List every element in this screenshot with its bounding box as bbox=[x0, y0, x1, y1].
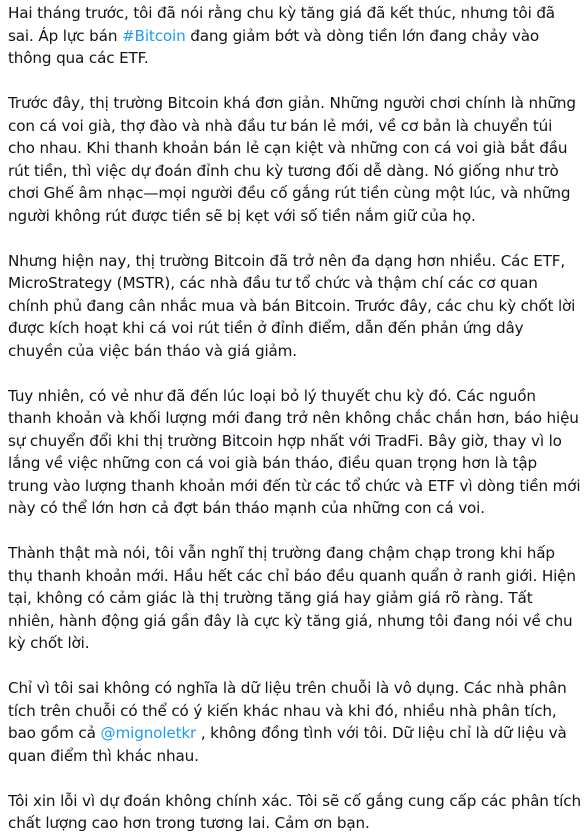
post-paragraph bbox=[8, 542, 582, 655]
paragraph-text: , không đồng tình với tôi. Dữ liệu chỉ là dữ liệu và quan điểm thì khác nhau. bbox=[8, 724, 567, 765]
paragraph-text: Tuy nhiên, có vẻ như đã đến lúc loại bỏ lý thuyết chu kỳ đó. Các nguồn thanh khoản và khối lượng mới đang trở nên không chắc chắn hơn, báo hiệu sự chuyển đổi khi thị trường Bitcoin hợp nhất với TradFi. Bây giờ, thay vì lo lắng về việc những con cá voi già bán tháo, điều quan trọng hơn là tập trung vào lượng thanh khoản mới đến từ các tổ chức và ETF vì dòng tiền mới này có thể lớn hơn cả đợt bán tháo mạnh của những con cá voi. bbox=[8, 386, 581, 517]
post-paragraph bbox=[8, 790, 582, 835]
post-paragraph bbox=[8, 92, 582, 227]
hashtag-bitcoin-link[interactable]: #Bitcoin bbox=[121, 26, 186, 45]
post-paragraph bbox=[8, 677, 582, 767]
paragraph-text: Trước đây, thị trường Bitcoin khá đơn giản. Những người chơi chính là những con cá voi già, thợ đào và nhà đầu tư bán lẻ mới, về cơ bản là chuyển túi cho nhau. Khi thanh khoản bán lẻ cạn kiệt và những con cá voi già bắt đầu rút tiền, thì việc dự đoán đỉnh chu kỳ tương đối dễ dàng. Nó giống như trò chơi Ghế âm nhạc—mọi người đều cố gắng rút tiền cùng một lúc, và những người không rút được tiền sẽ bị kẹt với số tiền nắm giữ của họ. bbox=[8, 94, 576, 225]
post-paragraph bbox=[8, 385, 582, 520]
post-paragraph bbox=[8, 250, 582, 363]
paragraph-text: Tôi xin lỗi vì dự đoán không chính xác. Tôi sẽ cố gắng cung cấp các phân tích chất lượng cao hơn trong tương lai. Cảm ơn bạn. bbox=[8, 791, 581, 832]
paragraph-text: Chỉ vì tôi sai không có nghĩa là dữ liệu trên chuỗi là vô dụng. Các nhà phân tích trên chuỗi có thể có ý kiến khác nhau và khi đó, nhiều nhà phân tích, bao gồm cả bbox=[8, 679, 567, 742]
post-body bbox=[8, 2, 582, 835]
paragraph-text: Thành thật mà nói, tôi vẫn nghĩ thị trường đang chậm chạp trong khi hấp thụ thanh khoản mới. Hầu hết các chỉ báo đều quanh quẩn ở ranh giới. Hiện tại, không có cảm giác là thị trường tăng giá hay giảm giá rõ ràng. Tất nhiên, hành động giá gần đây là cực kỳ tăng giá, nhưng tôi đang nói về chu kỳ chốt lời. bbox=[8, 544, 576, 652]
paragraph-text: đang giảm bớt và dòng tiền lớn đang chảy vào thông qua các ETF. bbox=[8, 26, 540, 67]
paragraph-text: Nhưng hiện nay, thị trường Bitcoin đã trở nên đa dạng hơn nhiều. Các ETF, MicroStrategy (MSTR), các nhà đầu tư tổ chức và thậm chí các cơ quan chính phủ đang cân nhắc mua và bán Bitcoin. Trước đây, các chu kỳ chốt lời được kích hoạt khi cá voi rút tiền ở đỉnh điểm, dẫn đến phản ứng dây chuyền của việc bán tháo và giá giảm. bbox=[8, 251, 576, 360]
mention-mignoletkr-link[interactable]: @mignoletkr bbox=[100, 724, 197, 742]
paragraph-text: Hai tháng trước, tôi đã nói rằng chu kỳ tăng giá đã kết thúc, nhưng tôi đã sai. Áp lực bán bbox=[8, 4, 555, 45]
post-paragraph bbox=[8, 2, 582, 70]
